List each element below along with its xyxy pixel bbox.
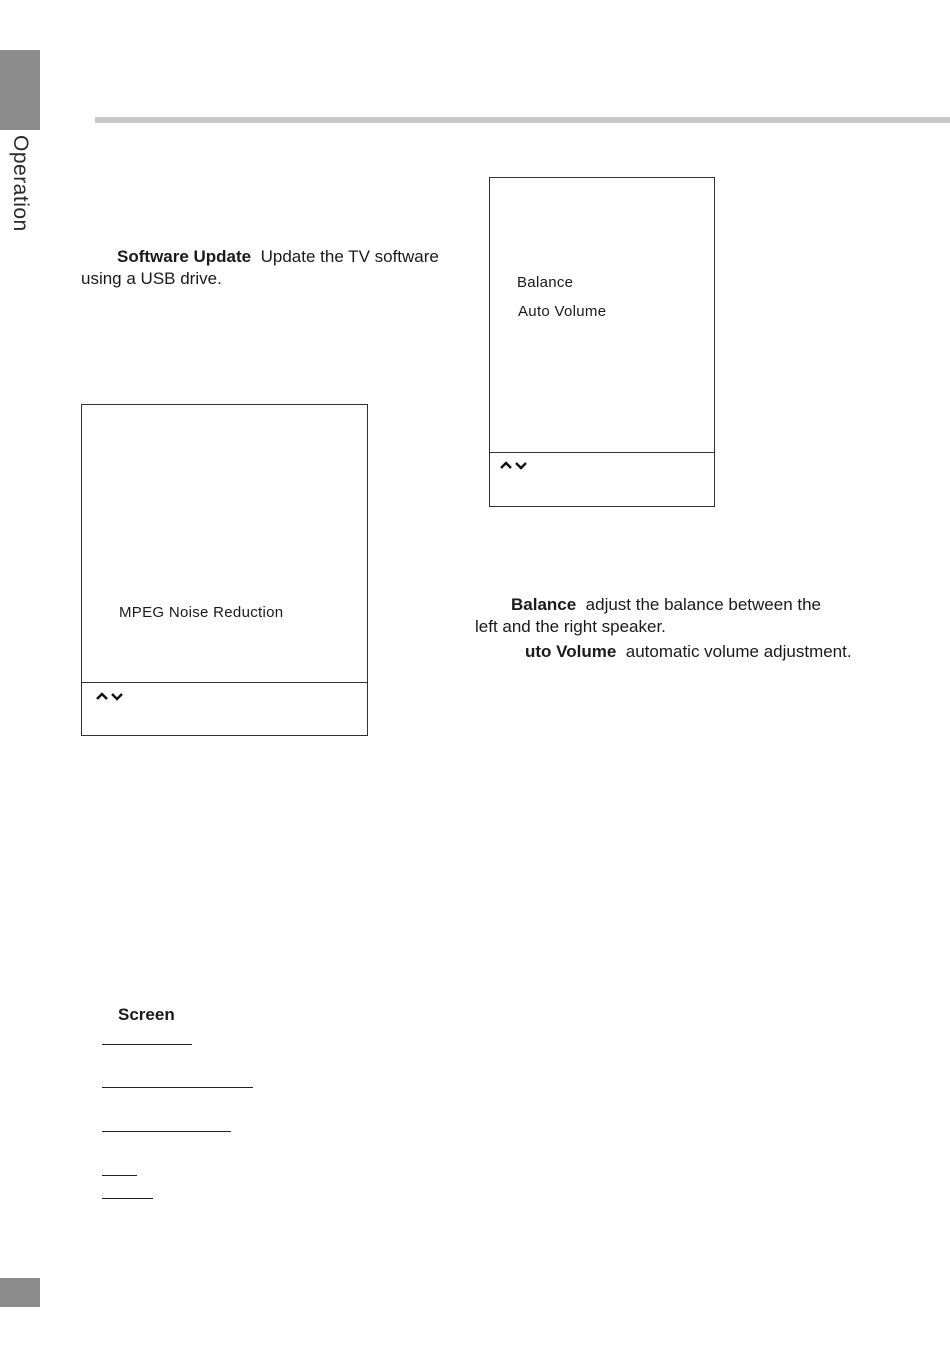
software-update-description: Update the TV software xyxy=(260,247,439,266)
menu-item-balance[interactable]: Balance xyxy=(517,274,574,291)
software-update-description-line2: using a USB drive. xyxy=(81,269,222,288)
balance-term: Balance xyxy=(511,595,577,614)
auto-volume-paragraph xyxy=(525,641,945,663)
sound-menu-box xyxy=(489,177,715,507)
balance-paragraph xyxy=(475,594,935,638)
screen-heading: Screen xyxy=(118,1005,175,1024)
menu-item-auto-volume[interactable]: Auto Volume xyxy=(518,303,607,320)
page-tab xyxy=(0,1278,40,1307)
balance-description: adjust the balance between the xyxy=(585,595,821,614)
picture-menu-box xyxy=(81,404,368,736)
screen-option-underline xyxy=(102,1131,231,1132)
screen-option-underline xyxy=(102,1087,253,1088)
up-down-arrows-icon xyxy=(95,689,125,703)
up-down-arrows-icon xyxy=(499,458,529,472)
screen-option-underline xyxy=(102,1044,192,1045)
auto-volume-description: automatic volume adjustment. xyxy=(625,642,852,661)
screen-option-underline xyxy=(102,1198,153,1199)
software-update-term: Software Update xyxy=(117,247,252,266)
menu-item-mpeg-noise-reduction[interactable]: MPEG Noise Reduction xyxy=(119,604,284,621)
balance-description-line2: left and the right speaker. xyxy=(475,617,666,636)
menu-footer xyxy=(490,452,714,506)
side-tab xyxy=(0,50,40,130)
section-label xyxy=(4,135,38,245)
auto-volume-term: uto Volume xyxy=(525,642,617,661)
menu-footer xyxy=(82,682,367,735)
software-update-paragraph xyxy=(81,246,471,290)
section-label-text: Operation xyxy=(9,135,32,232)
header-rule xyxy=(95,117,950,123)
screen-option-underline xyxy=(102,1175,137,1176)
